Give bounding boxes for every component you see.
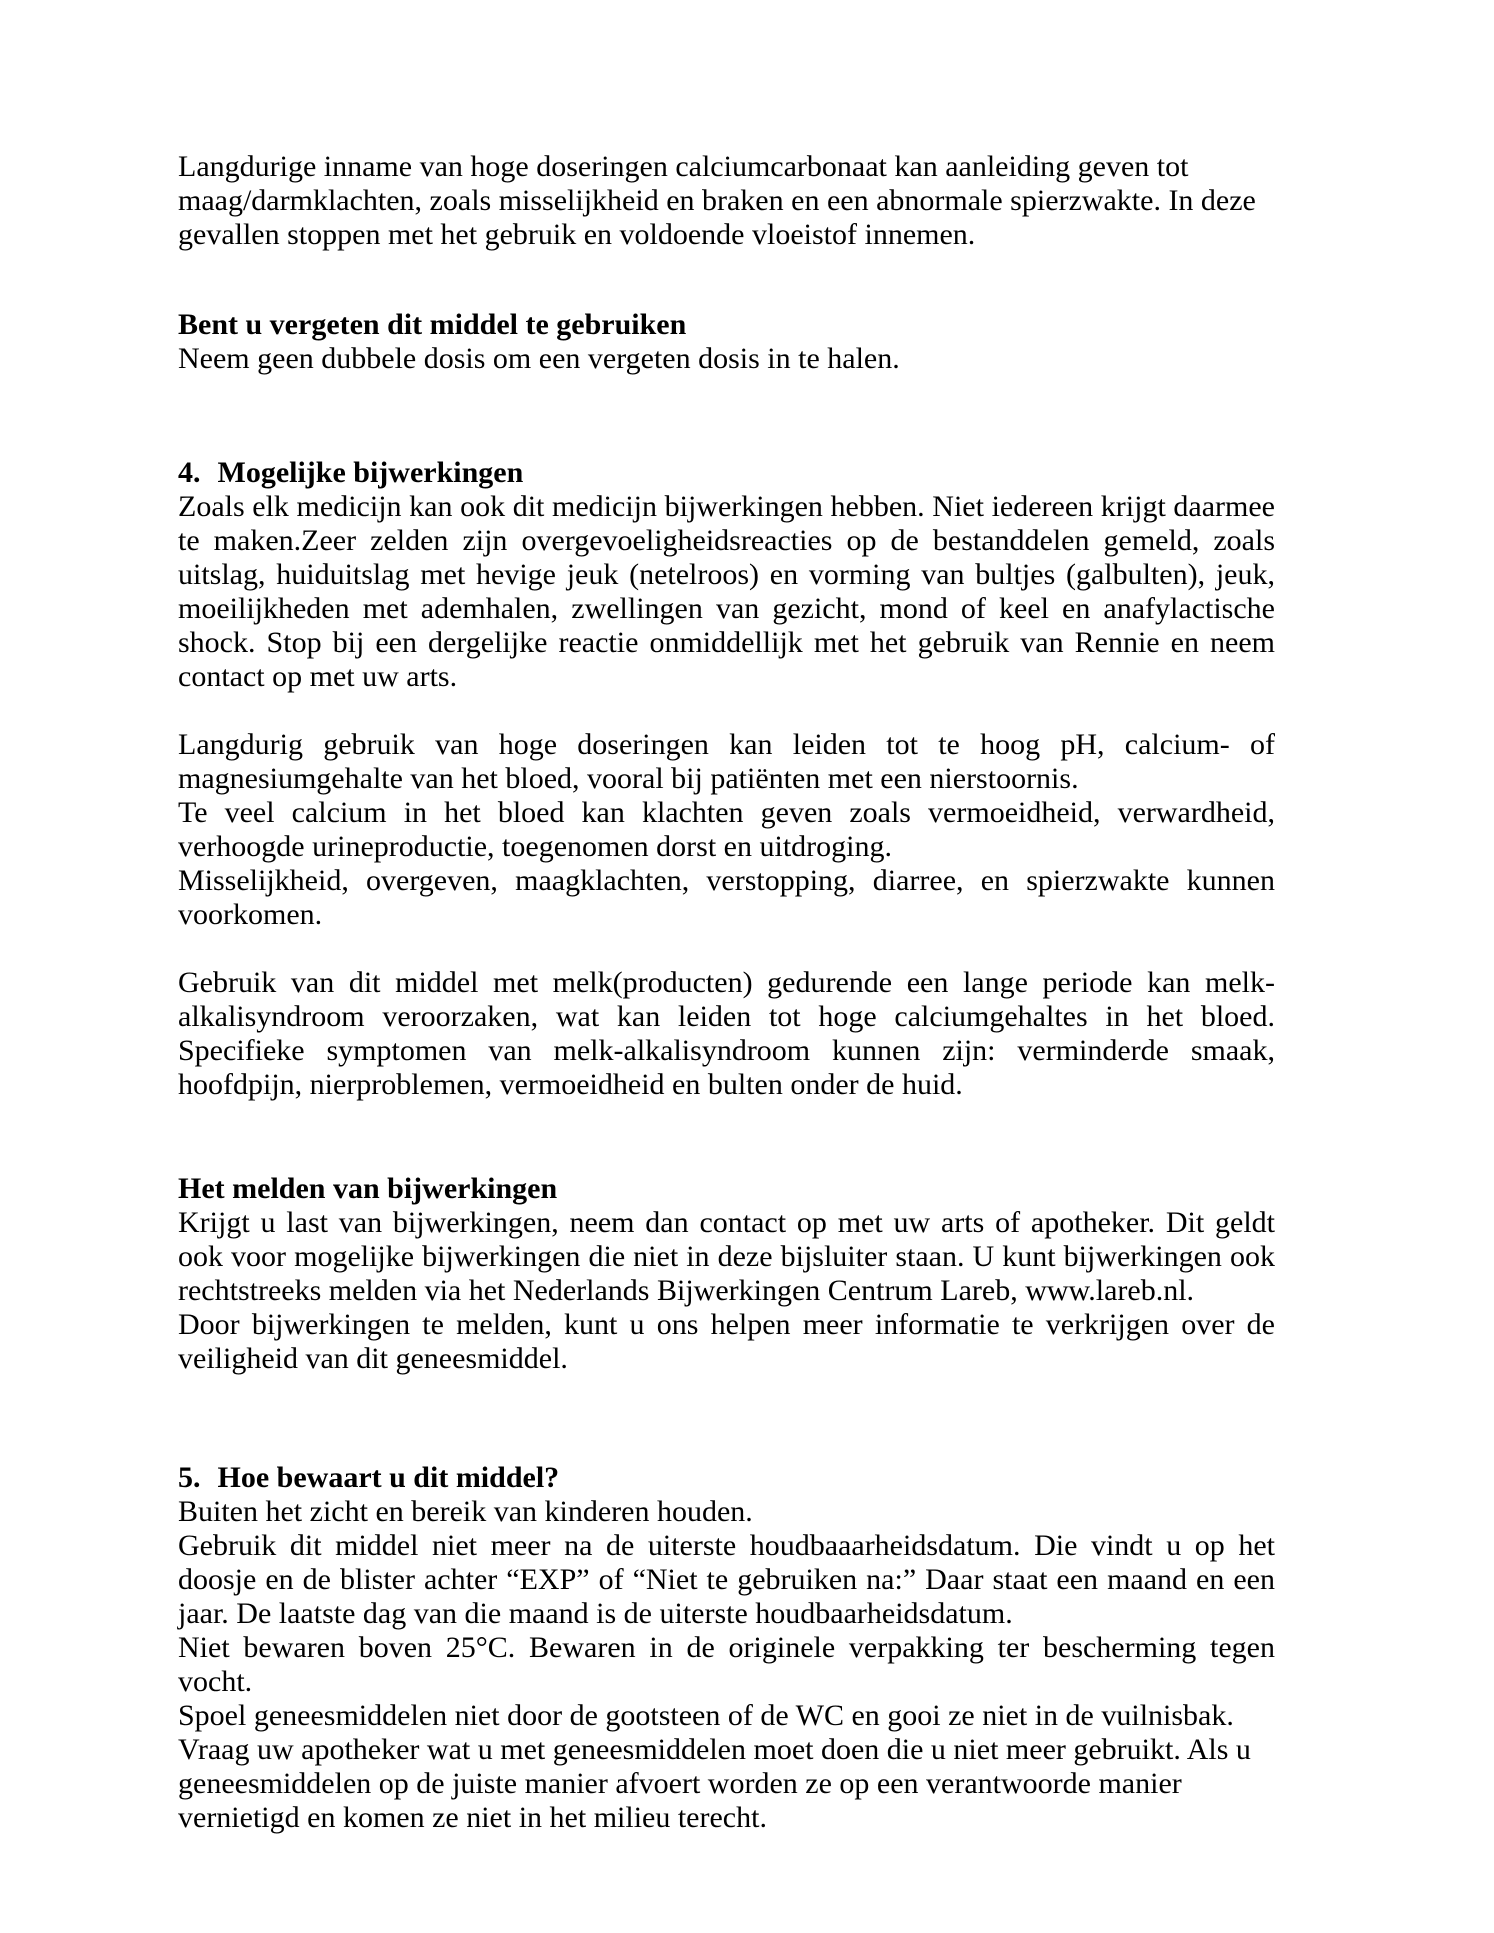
- section-5-heading: [178, 1461, 1275, 1495]
- paragraph-calcium-overdose: Langdurige inname van hoge doseringen calciumcarbonaat kan aanleiding geven tot maag/darmklachten, zoals misselijkheid en braken en een abnormale spierzwakte. In deze gevallen stoppen met het gebruik en voldoende vloeistof innemen.: [178, 150, 1256, 251]
- paragraph-storage-conditions: Niet bewaren boven 25°C. Bewaren in de originele verpakking ter bescherming tegen vocht.: [178, 1631, 1275, 1698]
- paragraph-expiry-date: Gebruik dit middel niet meer na de uiterste houdbaaarheidsdatum. Die vindt u op het doosje en de blister achter “EXP” of “Niet te gebruiken na:” Daar staat een maand en een jaar. De laatste dag van die maand is de uiterste houdbaarheidsdatum.: [178, 1529, 1275, 1630]
- paragraph-reporting-contact: Krijgt u last van bijwerkingen, neem dan contact op met uw arts of apotheker. Dit geldt ook voor mogelijke bijwerkingen die niet in deze bijsluiter staan. U kunt bijwerkingen ook rechtstreeks melden via het Nederlands Bijwerkingen Centrum Lareb, www.lareb.nl.: [178, 1206, 1275, 1307]
- heading-reporting-side-effects: Het melden van bijwerkingen: [178, 1172, 558, 1205]
- paragraph-no-sink-disposal: Spoel geneesmiddelen niet door de gootsteen of de WC en gooi ze niet in de vuilnisbak.: [178, 1699, 1234, 1732]
- section-5-title: Hoe bewaart u dit middel?: [217, 1461, 560, 1494]
- paragraph-too-much-calcium: Te veel calcium in het bloed kan klachten geven zoals vermoeidheid, verwardheid, verhoogde urineproductie, toegenomen dorst en uitdroging.: [178, 796, 1275, 863]
- section-4-number: 4.: [178, 456, 201, 489]
- section-4-heading: [178, 456, 1275, 490]
- paragraph-keep-from-children: Buiten het zicht en bereik van kinderen houden.: [178, 1495, 753, 1528]
- paragraph-allergic-reactions: Zoals elk medicijn kan ook dit medicijn bijwerkingen hebben. Niet iedereen krijgt daarmee te maken.Zeer zelden zijn overgevoeligheidsreacties op de bestanddelen gemeld, zoals uitslag, huiduitslag met hevige jeuk (netelroos) en vorming van bultjes (galbulten), jeuk, moeilijkheden met ademhalen, zwellingen van gezicht, mond of keel en anafylactische shock. Stop bij een dergelijke reactie onmiddellijk met het gebruik van Rennie en neem contact op met uw arts.: [178, 490, 1275, 693]
- paragraph-nausea-symptoms: Misselijkheid, overgeven, maagklachten, verstopping, diarree, en spierzwakte kunnen voorkomen.: [178, 864, 1275, 931]
- section-4-title: Mogelijke bijwerkingen: [217, 456, 524, 489]
- paragraph-milk-alkali-syndrome: Gebruik van dit middel met melk(producten) gedurende een lange periode kan melk-alkalisyndroom veroorzaken, wat kan leiden tot hoge calciumgehaltes in het bloed. Specifieke symptomen van melk-alkalisyndroom kunnen zijn: verminderde smaak, hoofdpijn, nierproblemen, vermoeidheid en bulten onder de huid.: [178, 966, 1275, 1101]
- paragraph-pharmacist-disposal: Vraag uw apotheker wat u met geneesmiddelen moet doen die u niet meer gebruikt. Als u geneesmiddelen op de juiste manier afvoert worden ze op een verantwoorde manier vernietigd en komen ze niet in het milieu terecht.: [178, 1733, 1251, 1834]
- paragraph-longterm-use: Langdurig gebruik van hoge doseringen kan leiden tot te hoog pH, calcium- of magnesiumgehalte van het bloed, vooral bij patiënten met een nierstoornis.: [178, 728, 1275, 795]
- heading-forgotten-dose: Bent u vergeten dit middel te gebruiken: [178, 308, 687, 341]
- paragraph-reporting-benefit: Door bijwerkingen te melden, kunt u ons helpen meer informatie te verkrijgen over de veiligheid van dit geneesmiddel.: [178, 1308, 1275, 1375]
- leaflet-text-block: [178, 150, 1275, 1835]
- section-5-number: 5.: [178, 1461, 201, 1494]
- paragraph-forgotten-dose: Neem geen dubbele dosis om een vergeten dosis in te halen.: [178, 342, 900, 375]
